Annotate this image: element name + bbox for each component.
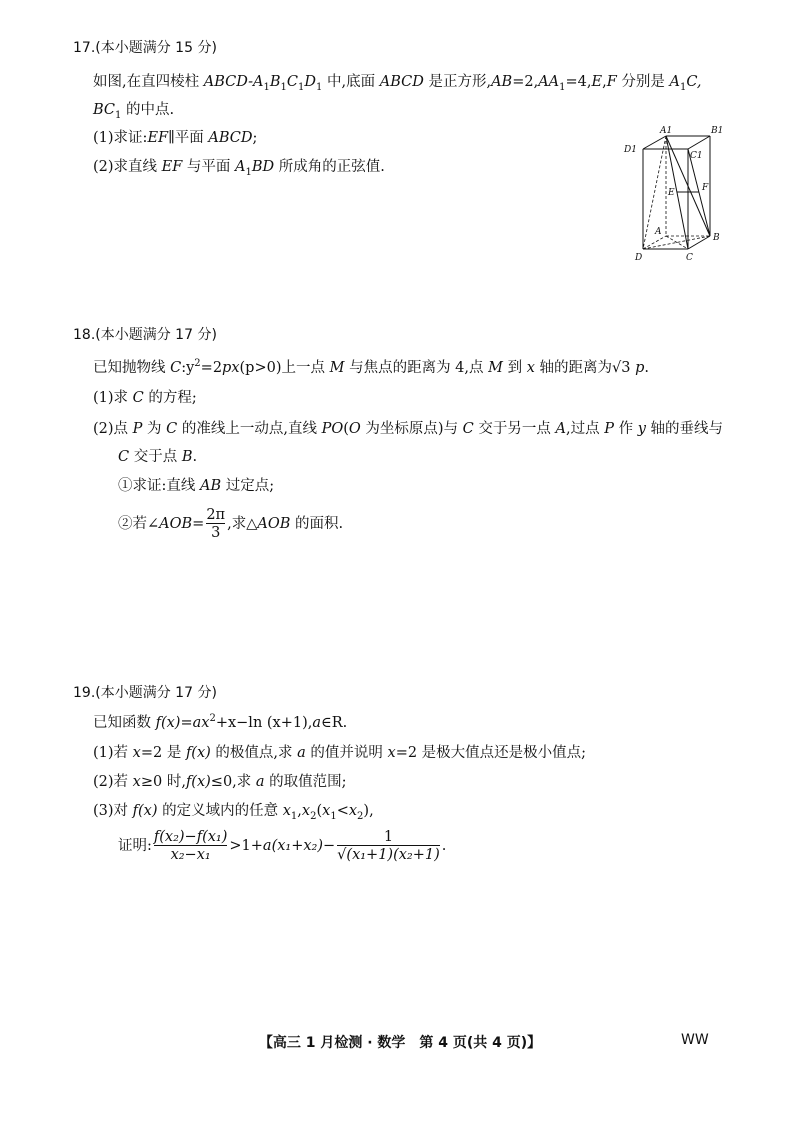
q17-stem-text: 如图,在直四棱柱 (93, 74, 204, 90)
q18-part1-text: 的方程; (143, 390, 197, 406)
q19-period: . (441, 838, 447, 854)
q17-prism-name: C (286, 74, 298, 90)
q19-part2-text: (2)若 (93, 774, 133, 790)
q19-x1: x (322, 803, 331, 819)
q18-part1-text: (1)求 (93, 390, 133, 406)
sup-2: 2 (209, 713, 216, 725)
label-a1: A1 (660, 126, 673, 136)
q17-point-f: F (606, 74, 617, 90)
q18-p-point: P (132, 421, 143, 437)
label-c: C (686, 253, 693, 263)
q18-x: x (526, 360, 535, 376)
q18-p: p (635, 360, 645, 376)
q18-score: (本小题满分 17 分) (95, 327, 217, 343)
sup-2: 2 (194, 358, 201, 370)
q19-part1-text: =2 是 (140, 745, 186, 761)
q19-part2-text: ≥0 时, (140, 774, 186, 790)
q19-x1: x (282, 803, 291, 819)
subscript: 1 (559, 81, 566, 93)
q17-stem-text: 中,底面 (322, 74, 380, 90)
q17-stem-line1 (93, 72, 702, 92)
label-d1: D1 (624, 145, 637, 155)
q17-a1c: C, (686, 74, 702, 90)
fraction-numerator: 2π (206, 507, 226, 523)
q19-fx: f(x) (185, 774, 211, 790)
q18-eq: :y (181, 360, 195, 376)
q18-b: B (181, 449, 193, 465)
q19-a: a (262, 838, 272, 854)
comma: , (602, 74, 607, 90)
edge-d1a1 (643, 136, 666, 149)
q17-part2-text: 所成角的正弦值. (274, 159, 385, 175)
q17-plane-a1bd: A (235, 159, 246, 175)
q18-sub1 (118, 476, 274, 496)
q18-part2-line1 (93, 419, 723, 439)
q18-c: C (462, 421, 474, 437)
label-d: D (635, 253, 643, 263)
subscript: 1 (330, 810, 337, 822)
q17-prism-name: D (304, 74, 317, 90)
q19-fx: f(x) (132, 803, 158, 819)
q17-bc1: BC (93, 102, 116, 118)
q18-number: 18. (73, 327, 96, 343)
q17-ef: EF (147, 130, 169, 146)
q17-ef: EF (161, 159, 183, 175)
q19-x2: x (348, 803, 358, 819)
q19-x: x (387, 745, 396, 761)
q17-header (73, 38, 217, 58)
subscript: 1 (316, 81, 323, 93)
subscript: 2 (357, 810, 364, 822)
prism-figure (618, 124, 728, 264)
q17-point-e: E (591, 74, 603, 90)
q18-sub2 (118, 506, 343, 542)
q19-a: a (312, 715, 322, 731)
q19-part1-text: 的极值点,求 (210, 745, 298, 761)
q19-part3-text: (3)对 (93, 803, 133, 819)
q19-part1 (93, 743, 586, 763)
q19-proof-label: 证明: (118, 838, 152, 854)
prism-diagram (618, 124, 728, 264)
q18-header (73, 325, 217, 345)
q19-part1-text: 的值并说明 (305, 745, 388, 761)
q19-proof (118, 826, 446, 866)
q18-po: PO (321, 421, 344, 437)
edge-ac-hidden (666, 236, 688, 249)
q19-text: ∈R. (321, 715, 348, 731)
fraction-denominator: 3 (206, 523, 225, 541)
difference-quotient (154, 829, 228, 863)
q19-part1-text: =2 是极大值点还是极小值点; (395, 745, 587, 761)
q17-part1-text: (1)求证: (93, 130, 148, 146)
q18-text: . (644, 360, 649, 376)
fraction-numerator: 1 (383, 829, 394, 845)
q19-part3-text: ( (316, 803, 323, 819)
q17-stem-text: 分别是 (616, 74, 670, 90)
q19-text: +x−ln (x+1), (215, 715, 313, 731)
q18-part2-text: 为 (142, 421, 167, 437)
q19-part3-text: 的定义域内的任意 (157, 803, 283, 819)
q18-p-point: P (604, 421, 614, 437)
q17-plane-a1bd: BD (251, 159, 275, 175)
q17-stem-line2 (93, 100, 174, 120)
q18-part2-text: 交于点 (129, 449, 182, 465)
q19-text: 已知函数 (93, 715, 156, 731)
q18-part2-text: ( (343, 421, 349, 437)
q17-prism-name: B (269, 74, 281, 90)
q17-part2-text: 与平面 (182, 159, 236, 175)
q17-number: 17. (73, 40, 96, 56)
reciprocal-root (337, 829, 440, 863)
q18-aob: AOB (159, 516, 193, 532)
label-b1: B1 (711, 126, 724, 136)
q18-part2-text: 作 (613, 421, 638, 437)
q18-m: M (488, 360, 503, 376)
q19-a: a (255, 774, 265, 790)
q17-part2-text: (2)求直线 (93, 159, 162, 175)
q18-part2-text: 轴的垂线与 (645, 421, 723, 437)
q18-part1 (93, 388, 197, 408)
q18-text: (p>0)上一点 (239, 360, 330, 376)
subscript: 1 (679, 81, 687, 93)
q19-stem (93, 713, 347, 733)
q18-aob: AOB (257, 516, 291, 532)
q19-inequality: (x₁+x₂)− (271, 838, 336, 854)
q19-number: 19. (73, 685, 96, 701)
q18-part2-text: 的准线上一动点,直线 (177, 421, 322, 437)
q18-c: C (166, 421, 178, 437)
q17-base: ABCD (379, 74, 424, 90)
q18-sub2-text: ②若∠ (118, 516, 160, 532)
q19-text: = (180, 715, 193, 731)
label-f: F (702, 183, 709, 193)
q18-text: 轴的距离为√3 (534, 360, 636, 376)
subscript: 1 (280, 81, 287, 93)
page-footer: 【高三 1 月检测 · 数学 第 4 页(共 4 页)】 (258, 1035, 542, 1051)
q17-stem-text: 是正方形, (423, 74, 492, 90)
q17-part1-text: ∥平面 (168, 130, 209, 146)
q18-part2-line2 (118, 447, 197, 467)
q19-part3-text: < (336, 803, 349, 819)
q19-x: x (132, 745, 141, 761)
q19-fx: f(x) (185, 745, 211, 761)
q19-part2 (93, 772, 347, 792)
label-c1: C1 (690, 151, 703, 161)
fraction-denominator: √(x₁+1)(x₂+1) (337, 847, 440, 863)
q18-part2-text: 为坐标原点)与 (360, 421, 463, 437)
q19-part3-text: , (297, 803, 302, 819)
q18-sub1-text: 过定点; (221, 478, 275, 494)
q18-part2-text: 交于另一点 (473, 421, 556, 437)
label-e: E (668, 188, 675, 198)
q18-sub1-text: ①求证:直线 (118, 478, 200, 494)
q18-a: A (555, 421, 566, 437)
q17-part1-text: ; (252, 130, 258, 146)
q18-ab: AB (200, 478, 222, 494)
q19-score: (本小题满分 17 分) (95, 685, 217, 701)
q17-ab-value: =2, (512, 74, 539, 90)
fraction-numerator: f(x₂)−f(x₁) (153, 829, 228, 845)
q18-c: C (170, 360, 182, 376)
subscript: 1 (263, 81, 270, 93)
q19-a: a (297, 745, 306, 761)
q17-prism-name: -A (248, 74, 264, 90)
q19-x2: x (301, 803, 311, 819)
q18-m: M (329, 360, 345, 376)
q17-aa-value: =4, (565, 74, 592, 90)
q19-ax: ax (192, 715, 210, 731)
subscript: 1 (115, 109, 122, 121)
q17-stem-text: 的中点. (121, 102, 175, 118)
q19-part3 (93, 801, 374, 821)
label-b: B (713, 233, 720, 243)
subscript: 1 (290, 810, 298, 822)
q18-c: C (132, 390, 144, 406)
label-a: A (655, 227, 662, 237)
q19-part3-text: ), (363, 803, 374, 819)
q17-plane-abcd: ABCD (208, 130, 253, 146)
q18-sub2-text: 的面积. (290, 516, 344, 532)
edge-b1c1 (688, 136, 710, 149)
subscript: 1 (298, 81, 305, 93)
footer-code: WW (681, 1032, 709, 1048)
q19-part1-text: (1)若 (93, 745, 133, 761)
q18-text: 与焦点的距离为 4,点 (344, 360, 489, 376)
q18-sub2-text: ,求△ (227, 516, 258, 532)
q18-c: C (118, 449, 130, 465)
fraction-denominator: x₂−x₁ (154, 845, 228, 863)
q18-y: y (637, 421, 646, 437)
q17-part2 (93, 157, 385, 177)
q17-score: (本小题满分 15 分) (95, 40, 217, 56)
q19-part2-text: ≤0,求 (210, 774, 256, 790)
q18-part2-text: . (192, 449, 198, 465)
q19-part2-text: 的取值范围; (264, 774, 347, 790)
q18-part2-text: (2)点 (93, 421, 133, 437)
q17-prism-name: ABCD (203, 74, 249, 90)
q19-header (73, 683, 217, 703)
subscript: 2 (310, 810, 317, 822)
subscript: 1 (245, 166, 252, 178)
angle-fraction (206, 507, 225, 541)
q18-text: 到 (503, 360, 527, 376)
q18-px: px (222, 360, 240, 376)
q18-sub2-text: = (192, 516, 205, 532)
q17-a1c: A (669, 74, 680, 90)
q18-stem (93, 358, 649, 378)
q17-aa: AA (538, 74, 560, 90)
q19-fx: f(x) (155, 715, 181, 731)
q18-o: O (348, 421, 361, 437)
q18-part2-text: ,过点 (565, 421, 605, 437)
q17-part1 (93, 128, 257, 148)
q17-ab: AB (491, 74, 513, 90)
q18-eq: =2 (200, 360, 223, 376)
q18-text: 已知抛物线 (93, 360, 171, 376)
q19-x: x (132, 774, 141, 790)
q19-inequality: >1+ (229, 838, 263, 854)
